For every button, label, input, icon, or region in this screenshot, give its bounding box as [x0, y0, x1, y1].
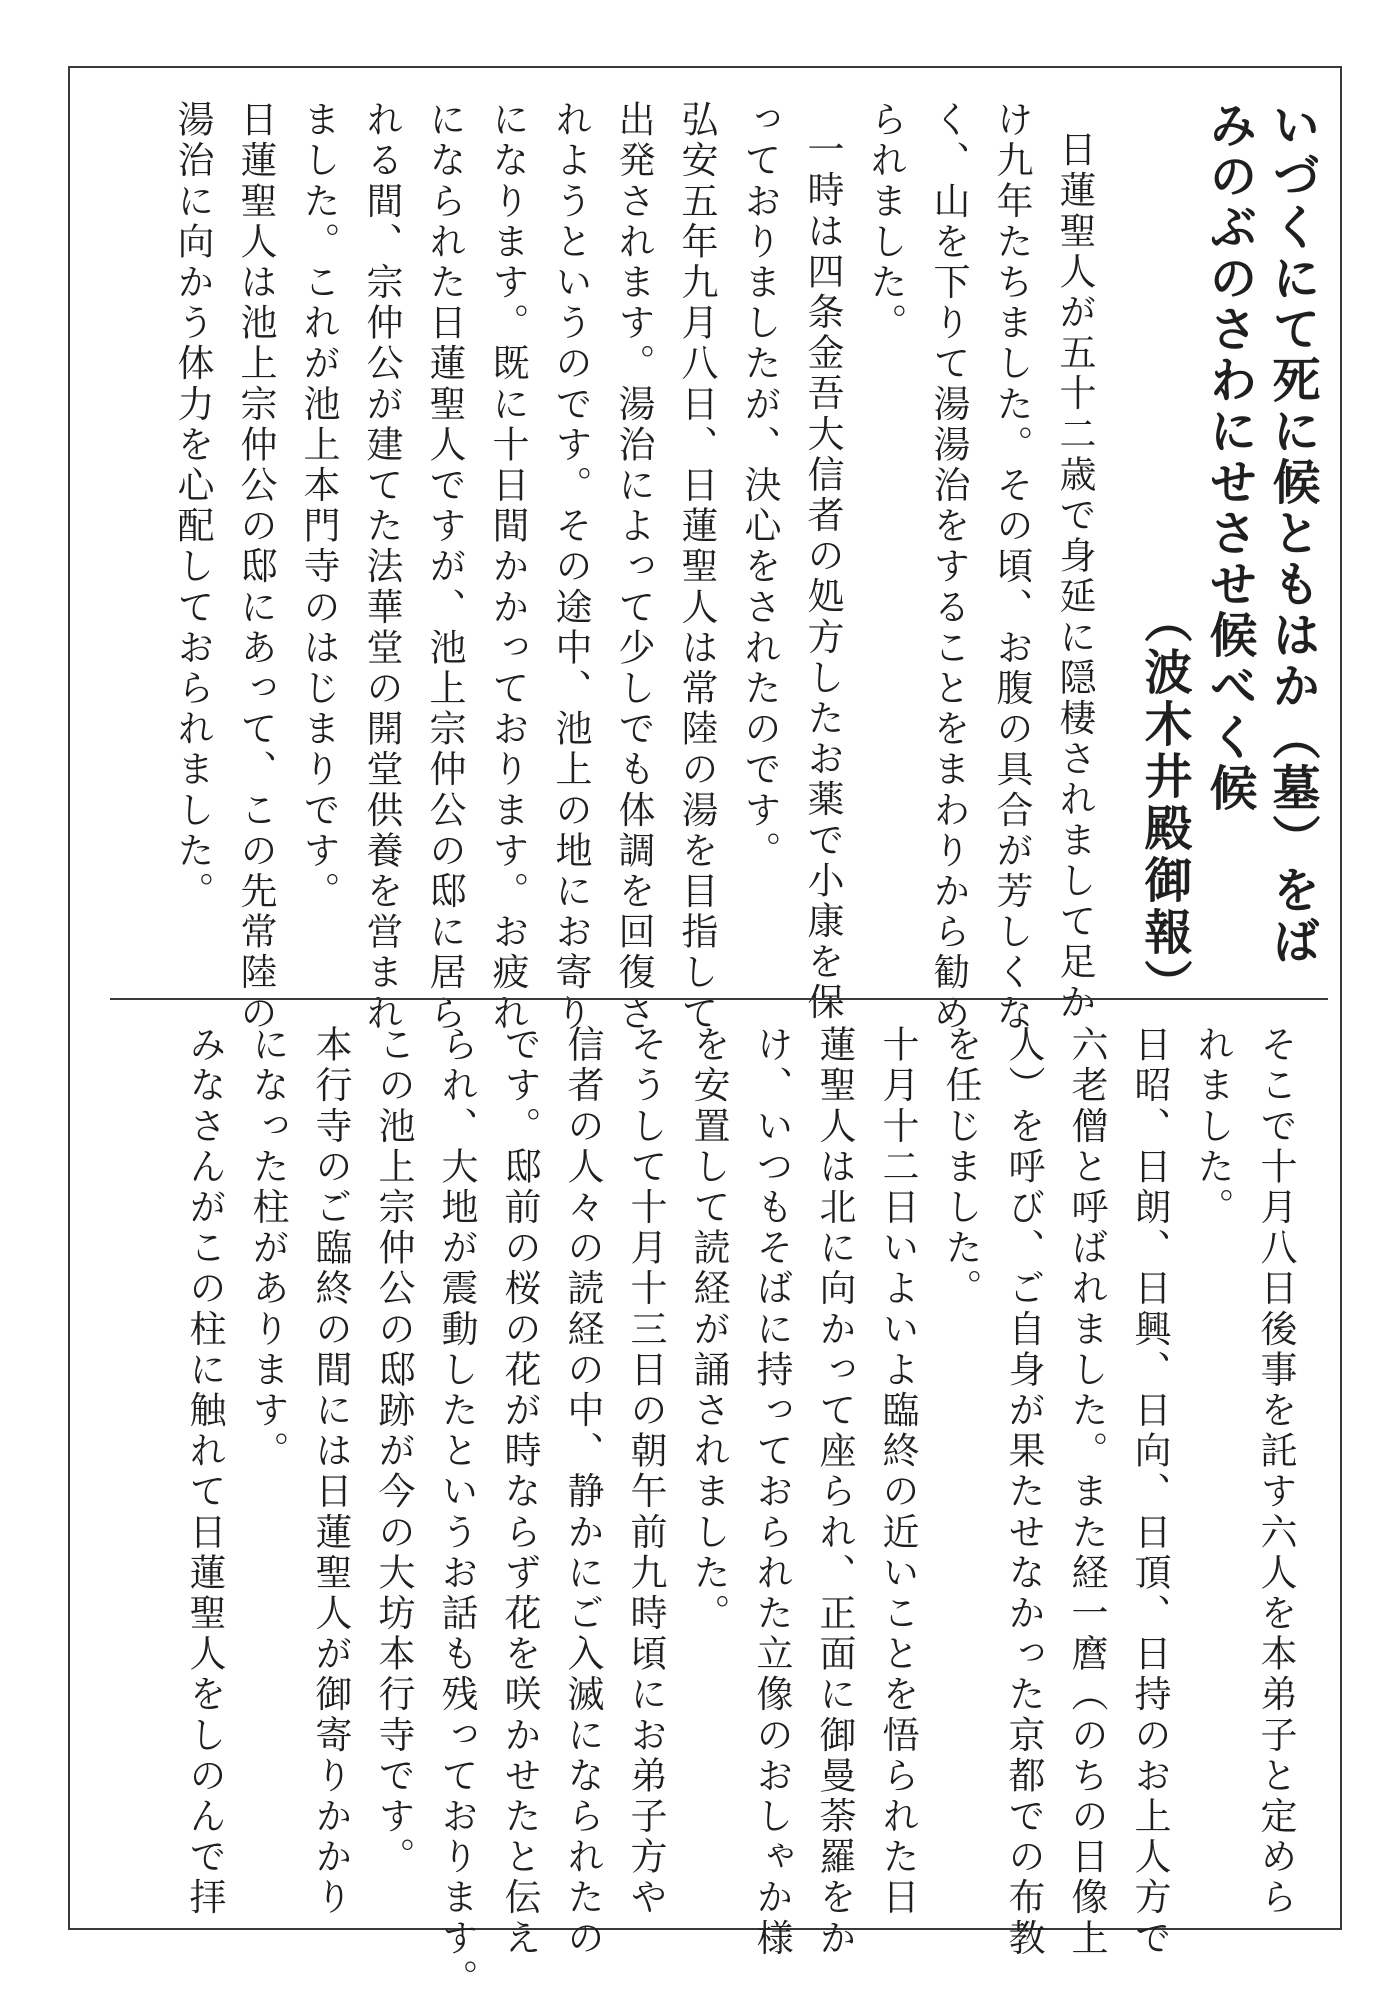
upper-line: っておりましたが、決心をされたのです。	[738, 100, 781, 872]
upper-line: 湯治に向かう体力を心配しておられました。	[171, 100, 214, 912]
lower-line: を安置して読経が誦されました。	[687, 1025, 730, 1634]
upper-line: け九年たちました。その頃、お腹の具合が芳しくな	[990, 100, 1033, 1034]
upper-line: 弘安五年九月八日、日蓮聖人は常陸の湯を目指して	[675, 100, 718, 1034]
lower-line: そこで十月八日後事を託す六人を本弟子と定めら	[1254, 1025, 1297, 1919]
section-divider	[110, 998, 1328, 1000]
upper-line: られました。	[864, 100, 907, 344]
upper-line: 出発されます。湯治によって少しでも体調を回復さ	[612, 100, 655, 1034]
lower-line: 六老僧と呼ばれました。また経一麿（のちの日像上	[1065, 1025, 1108, 1959]
upper-line: ました。これが池上本門寺のはじまりです。	[297, 100, 340, 912]
upper-line: 一時は四条金吾大信者の処方したお薬で小康を保	[801, 130, 844, 1024]
upper-line: く、山を下りて湯湯治をすることをまわりから勧め	[927, 100, 970, 1034]
lower-line: れました。	[1191, 1025, 1234, 1228]
lower-line: 信者の人々の読経の中、静かにご入滅になられたの	[561, 1025, 604, 1959]
upper-line: 日蓮聖人は池上宗仲公の邸にあって、この先常陸の	[234, 100, 277, 1034]
lower-line: になった柱があります。	[246, 1025, 289, 1472]
source-attribution: （波木井殿御報）	[1136, 595, 1192, 1011]
lower-line: そうして十月十三日の朝午前九時頃にお弟子方や	[624, 1025, 667, 1919]
upper-line: れようというのです。その途中、池上の地にお寄り	[549, 100, 592, 1034]
lower-line: 蓮聖人は北に向かって座られ、正面に御曼荼羅をか	[813, 1025, 856, 1959]
lower-line: みなさんがこの柱に触れて日蓮聖人をしのんで拝	[183, 1025, 226, 1919]
lower-line: 本行寺のご臨終の間には日蓮聖人が御寄りかかり	[309, 1025, 352, 1919]
upper-line: れる間、宗仲公が建てた法華堂の開堂供養を営まれ	[360, 100, 403, 1034]
title-line-2: みのぶのさわにせさせ候べく候	[1201, 100, 1257, 814]
lower-line: この池上宗仲公の邸跡が今の大坊本行寺です。	[372, 1025, 415, 1878]
upper-line: になられた日蓮聖人ですが、池上宗仲公の邸に居ら	[423, 100, 466, 1034]
upper-line: になります。既に十日間かかっております。お疲れ	[486, 100, 529, 1034]
lower-line: 人）を呼び、ご自身が果たせなかった京都での布教	[1002, 1025, 1045, 1959]
upper-line: 日蓮聖人が五十二歳で身延に隠棲されまして足か	[1053, 130, 1096, 1024]
lower-line: です。邸前の桜の花が時ならず花を咲かせたと伝え	[498, 1025, 541, 1959]
lower-line: られ、大地が震動したというお話も残っております。	[435, 1025, 478, 1999]
lower-line: を任じました。	[939, 1025, 982, 1310]
lower-line: 日昭、日朗、日興、日向、日頂、日持のお上人方で	[1128, 1025, 1171, 1959]
lower-line: け、いつもそばに持っておられた立像のおしゃか様	[750, 1025, 793, 1959]
lower-line: 十月十二日いよいよ臨終の近いことを悟られた日	[876, 1025, 919, 1919]
title-line-1: いづくにて死に候ともはか（墓）をば	[1264, 100, 1320, 967]
